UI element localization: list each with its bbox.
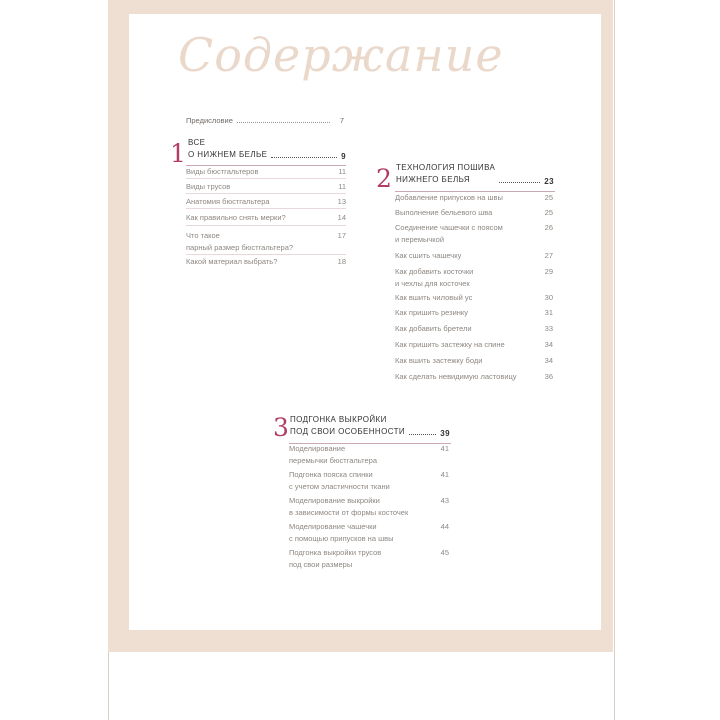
toc-item: Как сшить чашечку 27: [395, 251, 553, 260]
chapter-3-title: ПОДГОНКА ВЫКРОЙКИ ПОД СВОИ ОСОБЕННОСТИ: [290, 415, 406, 436]
toc-title: Содержание: [178, 28, 504, 82]
chapter-1-title: ВСЕ О НИЖНЕМ БЕЛЬЕ: [188, 138, 268, 159]
toc-item: Какой материал выбрать? 18: [186, 257, 346, 266]
toc-item: Что такое парный размер бюстгальтера? 17: [186, 231, 346, 252]
toc-item: Как пришить застежку на спине 34: [395, 340, 553, 349]
chapter-1-number: 1: [170, 139, 186, 168]
toc-item: Виды бюстгальтеров 11: [186, 167, 346, 176]
toc-item: Как правильно снять мерки? 14: [186, 213, 346, 222]
toc-item-rule: [186, 254, 346, 255]
toc-item-rule: [186, 193, 346, 194]
toc-item: Анатомия бюстгальтера 13: [186, 197, 346, 206]
toc-leader-dots: [499, 182, 540, 183]
toc-leader-dots: [409, 434, 436, 435]
chapter-2-page: 23: [544, 177, 554, 186]
chapter-3-number: 3: [273, 413, 289, 442]
toc-preface: [186, 115, 344, 127]
toc-preface-page: 7: [339, 116, 344, 125]
chapter-3-heading: [290, 414, 450, 438]
toc-leader-dots: [237, 122, 330, 123]
chapter-1-heading: [188, 137, 346, 161]
toc-item: Как вшить застежку боди 34: [395, 356, 553, 365]
chapter-2-title: ТЕХНОЛОГИЯ ПОШИВА НИЖНЕГО БЕЛЬЯ: [396, 163, 496, 184]
toc-item: Выполнение бельевого шва 25: [395, 208, 553, 217]
toc-item-rule: [186, 208, 346, 209]
toc-item: Моделирование чашечки с помощью припусков на швы 44: [289, 522, 449, 543]
toc-item: Добавление припусков на швы 25: [395, 193, 553, 202]
chapter-3-page: 39: [440, 429, 450, 438]
toc-item-rule: [186, 225, 346, 226]
chapter-1-page: 9: [341, 152, 346, 161]
chapter-2-heading: [396, 162, 554, 186]
toc-preface-label: Предисловие: [186, 116, 233, 125]
toc-item: Виды трусов 11: [186, 182, 346, 191]
toc-item: Моделирование перемычки бюстгальтера 41: [289, 444, 449, 465]
toc-item: Как добавить косточки и чехлы для косточек 29: [395, 267, 553, 288]
toc-item-rule: [186, 178, 346, 179]
toc-item: Как пришить резинку 31: [395, 308, 553, 317]
toc-item: Подгонка пояска спинки с учетом эластичности ткани 41: [289, 470, 449, 491]
toc-item: Моделирование выкройки в зависимости от формы косточек 43: [289, 496, 449, 517]
toc-leader-dots: [271, 157, 337, 158]
toc-item: Как сделать невидимую ластовицу 36: [395, 372, 553, 381]
chapter-2-number: 2: [376, 164, 392, 193]
toc-item: Как вшить чиловый ус 30: [395, 293, 553, 302]
toc-item: Как добавить бретели 33: [395, 324, 553, 333]
toc-item: Подгонка выкройки трусов под свои размеры 45: [289, 548, 449, 569]
toc-item: Соединение чашечки с поясом и перемычкой 26: [395, 223, 553, 244]
